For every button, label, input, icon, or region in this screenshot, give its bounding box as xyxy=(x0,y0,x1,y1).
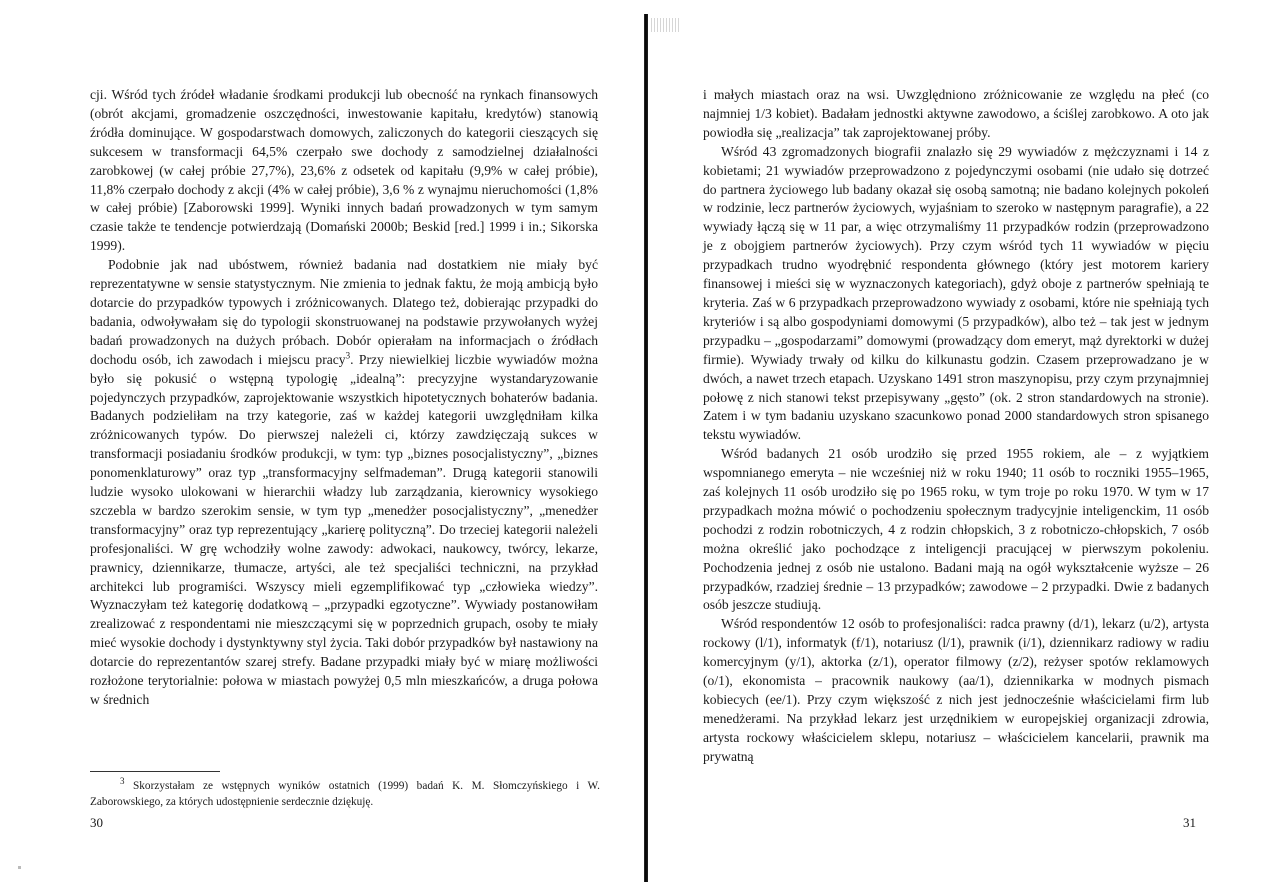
right-paragraph-2: Wśród 43 zgromadzonych biografii znalazło się 29 wywiadów z mężczyznami i 14 z kobietami; 21 wywiadów przeprowadzono z pojedynczymi osobami (nie udało się dotrzeć do partnera życiowego lub badany okazał się osobą samotną; nie badano kolejnych pokoleń w rodzinie, lecz partnerów życiowych, wyjaśniam to szeroko w następnym paragrafie), a 22 wywiady łączą się w 11 par, a więc otrzymaliśmy 11 przypadków rodzin (przeprowadzono je z obojgiem partnerów życiowych). Przy czym wśród tych 11 wywiadów w pięciu przypadkach trudno wyodrębnić respondenta głównego (który jest motorem kariery finansowej i mieści się w wyznaczonych kategoriach), gdyż oboje z partnerów spełniają te kryteria. Zaś w 6 przypadkach przeprowadzono wywiady z osobami, które nie spełniają tych kryteriów i są albo gospodyniami domowymi (5 przypadków), albo też – tak jest w jednym przypadku – „gospodarzami” domowymi (prowadzący dom emeryt, mąż dyrektorki w dużej firmie). Wywiady trwały od kilku do kilkunastu godzin. Czasem przeprowadzano je w dwóch, a nawet trzech etapach. Uzyskano 1491 stron maszynopisu, przy czym przynajmniej połowę z nich stanowi tekst przepisywany „gęsto” (ok. 2 stron standardowych na stronie). Zatem i w tym badaniu uzyskano szacunkowo ponad 2000 standardowych stron spisanego tekstu wywiadów. xyxy=(703,143,1209,443)
left-paragraph-2: Podobnie jak nad ubóstwem, również badania nad dostatkiem nie miały być reprezentatywne w sensie statystycznym. Nie zmienia to jednak faktu, że moją ambicją było dotarcie do przypadków typowych i zróżnicowanych. Dlatego też, dobierając przypadki do badania, odwoływałam się do typologii skonstruowanej na podstawie przywołanych wyżej badań prowadzonych na dużych próbach. Dobór opierałam na informacjach o źródłach dochodu osób, ich zawodach i miejscu pracy$^3$. Przy niewielkiej liczbie wywiadów można było się pokusić o wstępną typologię „idealną”: precyzyjne wystandaryzowanie pojedynczych przypadków, zaprojektowanie wszystkich hipotetycznych bohaterów badania. Badanych podzieliłam na trzy kategorie, zaś w każdej kategorii uwzględniłam kilka zróżnicowanych typów. Do pierwszej należeli ci, którzy zawdzięczają sukces w transformacji posiadaniu środków produkcji, w tym: typ „biznes posocjalistyczny”, „biznes ponomenklaturowy” oraz typ „transformacyjny selfmademan”. Drugą kategorii stanowili ludzie wysoko ulokowani w hierarchii władzy lub zarządzania, kierownicy wysokiego szczebla w bardzo szerokim sensie, w tym typ „menedżer posocjalistyczny”, „menedżer transformacyjny” oraz typ reprezentujący „karierę polityczną”. Do trzeciej kategorii należeli profesjonaliści. W grę wchodziły wolne zawody: adwokaci, naukowcy, twórcy, lekarze, prawnicy, dziennikarze, tłumacze, artyści, ale też specjaliści techniczni, na przykład architekci lub programiści. Wszyscy mieli egzemplifikować typ „człowieka wiedzy”. Wyznaczyłam też kategorię dodatkową – „przypadki egzotyczne”. Wywiady postanowiłam zrealizować z respondentami nie mieszczącymi się w poprzednich grupach, osoby te miały mieć wysokie dochody i dystynktywny styl życia. Taki dobór przypadków był nastawiony na dotarcie do reprezentantów szarej strefy. Badane przypadki miały być w miarę możliwości rozłożone terytorialnie: połowa w miastach powyżej 0,5 mln mieszkańców, a druga połowa w średnich xyxy=(90,257,599,707)
book-gutter xyxy=(641,14,651,882)
scan-dust xyxy=(18,866,21,869)
right-paragraph-1: i małych miastach oraz na wsi. Uwzględniono zróżnicowanie ze względu na płeć (co najmniej 1/3 kobiet). Badałam jednostki aktywne zawodowo, a ściślej zarobkowo. A oto jak powiodła się „realizacja” tak zaprojektowanej próby. xyxy=(703,87,1209,140)
footnote-divider xyxy=(90,771,220,772)
footnote-marker: 3 xyxy=(120,776,125,787)
scan-artifact xyxy=(651,18,681,32)
page-number-right: 31 xyxy=(1183,815,1196,830)
footnote xyxy=(90,778,600,810)
left-page-body xyxy=(90,86,598,710)
gutter-shadow xyxy=(644,14,648,882)
footnote-reference: 3 xyxy=(345,350,351,361)
page-number-left: 30 xyxy=(90,815,103,830)
left-paragraph-2-text: Podobnie jak nad ubóstwem, również badania nad dostatkiem nie miały być reprezentatywne w sensie statystycznym. Nie zmienia to jednak faktu, że moją ambicją było dotarcie do przypadków typowych i zróżnicowanych. Dlatego też, dobierając przypadki do badania, odwoływałam się do typologii skonstruowanej na podstawie przywołanych wyżej badań prowadzonych na dużych próbach. Dobór opierałam na informacjach o źródłach dochodu osób, ich zawodach i miejscu pracy xyxy=(90,257,598,367)
left-paragraph-1: cji. Wśród tych źródeł władanie środkami produkcji lub obecność na rynkach finansowych (obrót akcjami, gromadzenie oszczędności, inwestowanie kapitału, kredytów) stanowią źródła dominujące. W gospodarstwach domowych, zaliczonych do kategorii cieszących się sukcesem w transformacji 64,5% czerpało swe dochody z samodzielnej działalności zarobkowej (w całej próbie 27,7%), 23,6% z odsetek od kapitału (9,9% w całej próbie), 11,8% czerpało dochody z akcji (4% w całej próbie), 3,6 % z wynajmu nieruchomości (1,8% w całej próbie) [Zaborowski 1999]. Wyniki innych badań prowadzonych w tym samym czasie także te tendencje potwierdzają (Domański 2000b; Beskid [red.] 1999 i in.; Sikorska 1999). xyxy=(90,87,598,254)
right-page-body xyxy=(703,86,1209,767)
footnote-text: Skorzystałam ze wstępnych wyników ostatnich (1999) badań K. M. Słomczyńskiego i W. Zaborowskiego, za których udostępnienie serdecznie dziękuję. xyxy=(90,780,600,808)
right-paragraph-3: Wśród badanych 21 osób urodziło się przed 1955 rokiem, ale – z wyjątkiem wspomnianego emeryta – nie wcześniej niż w roku 1940; 11 osób to roczniki 1955–1965, zaś kolejnych 11 osób urodziło się po 1965 roku, w tym troje po roku 1970. W tym w 17 przypadkach można mówić o pochodzeniu społecznym tradycyjnie inteligenckim, 11 osób pochodzi z rodzin robotniczych, 4 z rodzin chłopskich, 3 z robotniczo-chłopskich, 7 osób można określić jako pochodzące z inteligencji pracującej w pierwszym pokoleniu. Pochodzenia jednej z osób nie ustalono. Badani mają na ogół wykształcenie wyższe – 26 przypadków, rzadziej średnie – 13 przypadków; zawodowe – 2 przypadki. Dwie z badanych osób jeszcze studiują. xyxy=(703,446,1209,613)
left-paragraph-2-continued: Przy niewielkiej liczbie wywiadów można było się pokusić o wstępną typologię „idealną”: precyzyjne wystandaryzowanie pojedynczych przypadków, zaprojektowanie wszystkich hipotetycznych bohaterów badania. Badanych podzieliłam na trzy kategorie, zaś w każdej kategorii uwzględniłam kilka zróżnicowanych typów. Do pierwszej należeli ci, którzy zawdzięczają sukces w transformacji posiadaniu środków produkcji, w tym: typ „biznes posocjalistyczny”, „biznes ponomenklaturowy” oraz typ „transformacyjny selfmademan”. Drugą kategorii stanowili ludzie wysoko ulokowani w hierarchii władzy lub zarządzania, kierownicy wysokiego szczebla w bardzo szerokim sensie, w tym typ „menedżer posocjalistyczny”, „menedżer transformacyjny” oraz typ reprezentujący „karierę polityczną”. Do trzeciej kategorii należeli profesjonaliści. W grę wchodziły wolne zawody: adwokaci, naukowcy, twórcy, lekarze, prawnicy, dziennikarze, tłumacze, artyści, ale też specjaliści techniczni, na przykład architekci lub programiści. Wszyscy mieli egzemplifikować typ „człowieka wiedzy”. Wyznaczyłam też kategorię dodatkową – „przypadki egzotyczne”. Wywiady postanowiłam zrealizować z respondentami nie mieszczącymi się w poprzednich grupach, osoby te miały mieć wysokie dochody i dystynktywny styl życia. Taki dobór przypadków był nastawiony na dotarcie do reprezentantów szarej strefy. Badane przypadki miały być w miarę możliwości rozłożone terytorialnie: połowa w miastach powyżej 0,5 mln mieszkańców, a druga połowa w średnich xyxy=(90,351,599,707)
right-paragraph-4: Wśród respondentów 12 osób to profesjonaliści: radca prawny (d/1), lekarz (u/2), artysta rockowy (l/1), informatyk (f/1), notariusz (l/1), prawnik (i/1), dziennikarz radiowy w radiu komercyjnym (y/1), aktorka (z/1), operator filmowy (z/2), reżyser spotów reklamowych (o/1), ekonomista – pracownik naukowy (aa/1), dziennikarka w modnych pismach kobiecych (ee/1). Przy czym większość z nich jest jednocześnie właścicielami firm lub menedżerami. Na przykład lekarz jest urzędnikiem w europejskiej organizacji zdrowia, artysta rockowy właścicielem sklepu, notariusz – właścicielem kancelarii, prawnik ma prywatną xyxy=(703,616,1209,764)
